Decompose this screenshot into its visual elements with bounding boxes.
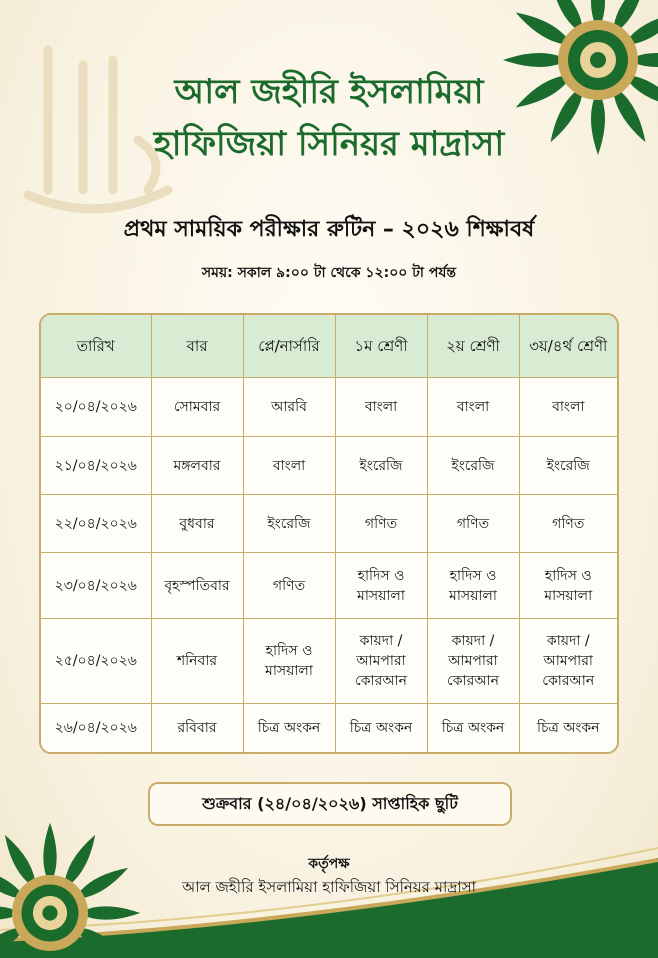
table-cell: শনিবার [151, 619, 243, 704]
table-cell: গণিত [519, 495, 617, 553]
table-row [41, 704, 617, 753]
table-cell: ২৫/০৪/২০২৬ [41, 619, 151, 704]
column-header: বার [151, 315, 243, 378]
table-cell: ২৬/০৪/২০২৬ [41, 704, 151, 753]
table-cell: গণিত [427, 495, 519, 553]
table-cell: আরবি [243, 378, 335, 437]
table-cell: ২০/০৪/২০২৬ [41, 378, 151, 437]
table-cell: হাদিস ও মাসয়ালা [427, 553, 519, 619]
table-cell: ২২/০৪/২০২৬ [41, 495, 151, 553]
table-header-row [41, 315, 617, 378]
column-header: ১ম শ্রেণী [335, 315, 427, 378]
table-cell: বৃহস্পতিবার [151, 553, 243, 619]
table-cell: সোমবার [151, 378, 243, 437]
table-row [41, 553, 617, 619]
weekly-holiday-note: শুক্রবার (২৪/০৪/২০২৬) সাপ্তাহিক ছুটি [148, 782, 512, 826]
table-row [41, 495, 617, 553]
table-cell: বাংলা [243, 437, 335, 495]
table-cell: হাদিস ও মাসয়ালা [335, 553, 427, 619]
table-cell: বুধবার [151, 495, 243, 553]
table-cell: কায়দা / আমপারা কোরআন [335, 619, 427, 704]
table-cell: ইংরেজি [335, 437, 427, 495]
table-cell: ইংরেজি [519, 437, 617, 495]
table-cell: গণিত [335, 495, 427, 553]
table-cell: চিত্র অংকন [427, 704, 519, 753]
column-header: ৩য়/৪র্থ শ্রেণী [519, 315, 617, 378]
table-cell: হাদিস ও মাসয়ালা [243, 619, 335, 704]
exam-time: সময়: সকাল ৯:০০ টা থেকে ১২:০০ টা পর্যন্ত [201, 265, 457, 281]
table-cell: ২১/০৪/২০২৬ [41, 437, 151, 495]
table-cell: ইংরেজি [243, 495, 335, 553]
table-cell: বাংলা [519, 378, 617, 437]
table-cell: চিত্র অংকন [335, 704, 427, 753]
table-row [41, 378, 617, 437]
table-cell: মঙ্গলবার [151, 437, 243, 495]
routine-table [39, 313, 619, 754]
table-cell: রবিবার [151, 704, 243, 753]
table-cell: ইংরেজি [427, 437, 519, 495]
column-header: ২য় শ্রেণী [427, 315, 519, 378]
table-cell: চিত্র অংকন [243, 704, 335, 753]
table-cell: চিত্র অংকন [519, 704, 617, 753]
table-cell: কায়দা / আমপারা কোরআন [519, 619, 617, 704]
table-cell: ২৩/০৪/২০২৬ [41, 553, 151, 619]
table-cell: কায়দা / আমপারা কোরআন [427, 619, 519, 704]
authority-label: কর্তৃপক্ষ [308, 856, 350, 872]
table-cell: বাংলা [427, 378, 519, 437]
table-cell: গণিত [243, 553, 335, 619]
routine-subtitle: প্রথম সাময়িক পরীক্ষার রুটিন – ২০২৬ শিক্ষাবর্ষ [123, 217, 535, 242]
institution-title-line1: আল জহীরি ইসলামিয়া [174, 72, 484, 112]
institution-footer: আল জহীরি ইসলামিয়া হাফিজিয়া সিনিয়র মাদ্রাসা [182, 878, 476, 896]
table-row [41, 437, 617, 495]
table-cell: হাদিস ও মাসয়ালা [519, 553, 617, 619]
table-cell: বাংলা [335, 378, 427, 437]
column-header: প্লে/নার্সারি [243, 315, 335, 378]
table-row [41, 619, 617, 704]
column-header: তারিখ [41, 315, 151, 378]
institution-title-line2: হাফিজিয়া সিনিয়র মাদ্রাসা [153, 124, 505, 164]
